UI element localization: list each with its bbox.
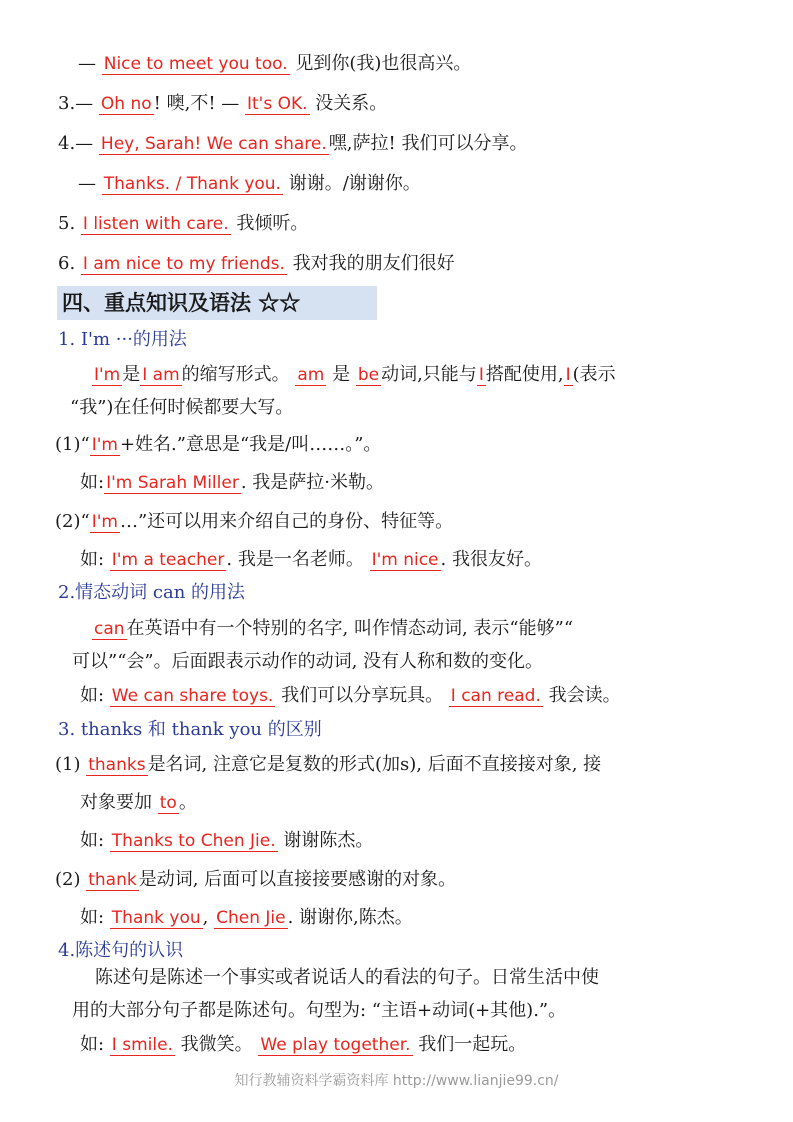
line-text: —	[78, 173, 102, 194]
line-text: 可以”“会”。后面跟表示动作的动词, 没有人称和数的变化。	[72, 651, 544, 672]
answer-text: Chen Jie	[216, 908, 286, 928]
answer-text: Thanks to Chen Jie.	[111, 831, 276, 851]
line-text: 是	[122, 364, 141, 385]
body-line	[55, 510, 453, 534]
line-text: (表示	[572, 364, 616, 385]
line-text: 谢谢陈杰。	[277, 830, 374, 851]
line-text: ,	[202, 907, 215, 928]
answer-text: I'm	[94, 365, 121, 385]
answer-text: am	[297, 365, 325, 385]
line-text: 见到你(我)也很高兴。	[289, 53, 472, 74]
footer-watermark: 知行教辅资料学霸资料库 http://www.lianjie99.cn/	[234, 1073, 559, 1089]
line-text: 搭配使用,	[485, 364, 564, 385]
answer-text: I'm Sarah Miller	[106, 473, 239, 493]
body-line	[80, 829, 373, 853]
answer-text: can	[94, 619, 125, 639]
body-line	[55, 868, 456, 892]
answer-text: thanks	[88, 755, 146, 775]
line-text: 如:	[80, 685, 110, 706]
body-line	[55, 433, 381, 457]
body-line	[58, 939, 183, 963]
body-line	[80, 471, 384, 495]
section-4-header	[57, 286, 377, 320]
body-line	[72, 650, 543, 674]
answer-text: to	[159, 793, 177, 813]
sentence-line	[58, 132, 527, 156]
line-text: —	[78, 53, 102, 74]
sentence-line	[58, 212, 308, 236]
line-text: . 我是一名老师。	[226, 549, 370, 570]
body-line	[95, 966, 599, 990]
answer-text: Hey, Sarah! We can share.	[100, 134, 327, 154]
line-text: 我们可以分享玩具。	[275, 685, 449, 706]
line-text: 6.	[58, 253, 81, 274]
body-line	[92, 617, 573, 641]
line-text: 如:	[80, 472, 105, 493]
body-line	[92, 363, 616, 387]
line-text: 5.	[58, 213, 81, 234]
line-text: 在英语中有一个特别的名字, 叫作情态动词, 表示“能够”“	[126, 618, 574, 639]
body-line	[72, 999, 566, 1023]
answer-text: I am	[142, 365, 180, 385]
answer-text: I	[478, 365, 484, 385]
line-text: 是名词, 注意它是复数的形式(加s), 后面不直接接对象, 接	[147, 754, 602, 775]
line-text: 如:	[80, 907, 110, 928]
line-text: 2.情态动词 can 的用法	[58, 582, 246, 603]
body-line	[58, 328, 187, 352]
line-text: (2)“	[55, 511, 90, 532]
line-text: 如:	[80, 1034, 110, 1055]
answer-text: I'm	[91, 512, 118, 532]
line-text: 1. I'm ···的用法	[58, 329, 187, 350]
line-text: 是动词, 后面可以直接接要感谢的对象。	[138, 869, 457, 890]
line-text: ! 噢,不! —	[153, 93, 245, 114]
line-text: 我对我的朋友们很好	[286, 253, 455, 274]
line-text: 谢谢。/谢谢你。	[282, 173, 421, 194]
body-line	[58, 718, 322, 742]
line-text: …”还可以用来介绍自己的身份、特征等。	[119, 511, 454, 532]
line-text: . 谢谢你,陈杰。	[287, 907, 413, 928]
answer-text: thank	[88, 870, 137, 890]
line-text: (1)	[55, 754, 87, 775]
line-text: 是	[326, 364, 356, 385]
line-text: 陈述句是陈述一个事实或者说话人的看法的句子。日常生活中使	[95, 967, 599, 988]
answer-text: We play together.	[260, 1035, 411, 1055]
line-text: (1)“	[55, 434, 90, 455]
line-text: 3.—	[58, 93, 99, 114]
answer-text: be	[357, 365, 380, 385]
line-text: 我微笑。	[174, 1034, 259, 1055]
line-text: 对象要加	[80, 792, 158, 813]
line-text: 用的大部分句子都是陈述句。句型为: “主语+动词(+其他).”。	[72, 1000, 567, 1021]
sentence-line	[58, 252, 455, 276]
body-line	[80, 684, 621, 708]
body-line	[58, 581, 245, 605]
answer-text: Thank you	[111, 908, 201, 928]
line-text: 4.陈述句的认识	[58, 940, 184, 961]
answer-text: I'm	[91, 435, 118, 455]
answer-text: I smile.	[111, 1035, 173, 1055]
answer-text: Thanks. / Thank you.	[103, 174, 281, 194]
answer-text: We can share toys.	[111, 686, 274, 706]
answer-text: I'm nice	[371, 550, 439, 570]
section-4-title: 四、重点知识及语法 ☆☆	[62, 290, 301, 315]
line-text: 我们一起玩。	[412, 1034, 527, 1055]
answer-text: I'm a teacher	[111, 550, 225, 570]
line-text: 的缩写形式。	[181, 364, 296, 385]
line-text: 我倾听。	[230, 213, 309, 234]
body-line	[80, 548, 542, 572]
answer-text: I can read.	[450, 686, 541, 706]
line-text: 没关系。	[309, 93, 388, 114]
line-text: 动词,只能与	[381, 364, 477, 385]
line-text: . 我是萨拉·米勒。	[240, 472, 384, 493]
answer-text: I listen with care.	[82, 214, 229, 234]
line-text: “我”)在任何时候都要大写。	[70, 397, 294, 418]
line-text: . 我很友好。	[440, 549, 542, 570]
sentence-line	[58, 92, 387, 116]
answer-text: Nice to meet you too.	[103, 54, 288, 74]
line-text: 嘿,萨拉! 我们可以分享。	[328, 133, 528, 154]
line-text: 3. thanks 和 thank you 的区别	[58, 719, 322, 740]
line-text: 如:	[80, 830, 110, 851]
line-text: 4.—	[58, 133, 99, 154]
body-line	[55, 753, 601, 777]
answer-text: It's OK.	[247, 94, 308, 114]
sentence-line	[78, 52, 471, 76]
answer-text: I am nice to my friends.	[82, 254, 285, 274]
body-line	[80, 791, 197, 815]
body-line	[80, 906, 413, 930]
line-text: +姓名.”意思是“我是/叫……。”。	[119, 434, 382, 455]
line-text: 如:	[80, 549, 110, 570]
body-line	[70, 396, 293, 420]
line-text: 。	[178, 792, 197, 813]
line-text: (2)	[55, 869, 87, 890]
answer-text: Oh no	[100, 94, 152, 114]
line-text: 我会读。	[542, 685, 621, 706]
body-line	[80, 1033, 526, 1057]
answer-text: I	[565, 365, 571, 385]
sentence-line	[78, 172, 421, 196]
